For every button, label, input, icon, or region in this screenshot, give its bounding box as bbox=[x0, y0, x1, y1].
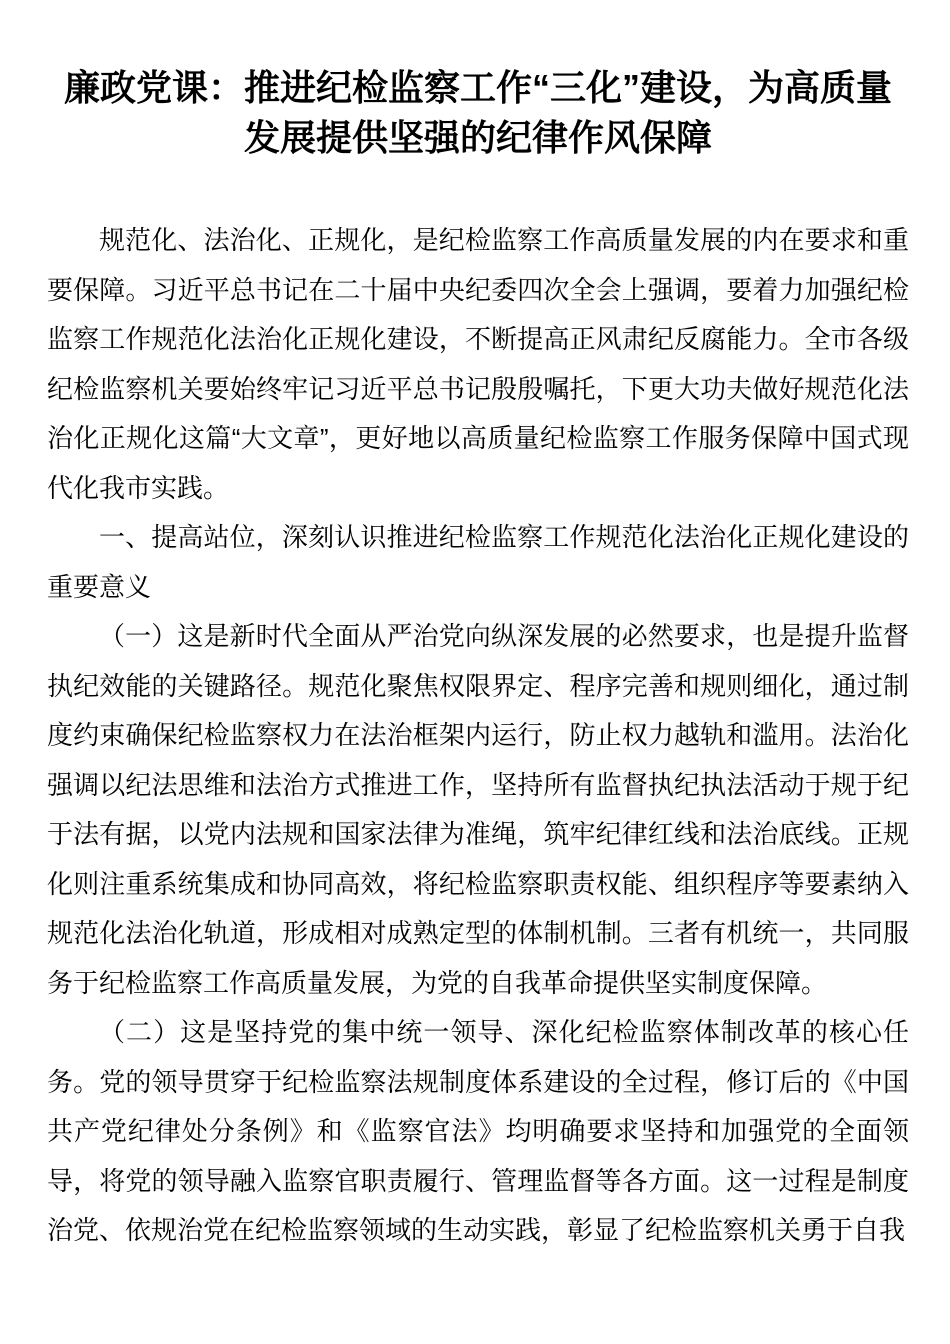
document-title: 廉政党课：推进纪检监察工作“三化”建设，为高质量发展提供坚强的纪律作风保障 bbox=[63, 67, 892, 158]
paragraph-intro: 规范化、法治化、正规化，是纪检监察工作高质量发展的内在要求和重要保障。习近平总书记在二十届中央纪委四次全会上强调，要着力加强纪检监察工作规范化法治化正规化建设，不断提高正风肃纪反腐能力。全市各级纪检监察机关要始终牢记习近平总书记殷殷嘱托，下更大功夫做好规范化法治化正规化这篇“大文章”，更好地以高质量纪检监察工作服务保障中国式现代化我市实践。 bbox=[47, 225, 909, 503]
section-heading-1: 一、提高站位，深刻认识推进纪检监察工作规范化法治化正规化建设的重要意义 bbox=[47, 522, 909, 602]
paragraph-point-2: （二）这是坚持党的集中统一领导、深化纪检监察体制改革的核心任务。党的领导贯穿于纪检监察法规制度体系建设的全过程，修订后的《中国共产党纪律处分条例》和《监察官法》均明确要求坚持和加强党的全面领导，将党的领导融入监察官职责履行、管理监督等各方面。这一过程是制度治党、依规治党在纪检监察领域的生动实践，彰显了纪检监察机关勇于自我 bbox=[47, 1017, 909, 1245]
paragraph-point-1: （一）这是新时代全面从严治党向纵深发展的必然要求，也是提升监督执纪效能的关键路径。规范化聚焦权限界定、程序完善和规则细化，通过制度约束确保纪检监察权力在法治框架内运行，防止权力越轨和滥用。法治化强调以纪法思维和法治方式推进工作，坚持所有监督执纪执法活动于规于纪于法有据，以党内法规和国家法律为准绳，筑牢纪律红线和法治底线。正规化则注重系统集成和协同高效，将纪检监察职责权能、组织程序等要素纳入规范化法治化轨道，形成相对成熟定型的体制机制。三者有机统一，共同服务于纪检监察工作高质量发展，为党的自我革命提供坚实制度保障。 bbox=[47, 621, 909, 998]
